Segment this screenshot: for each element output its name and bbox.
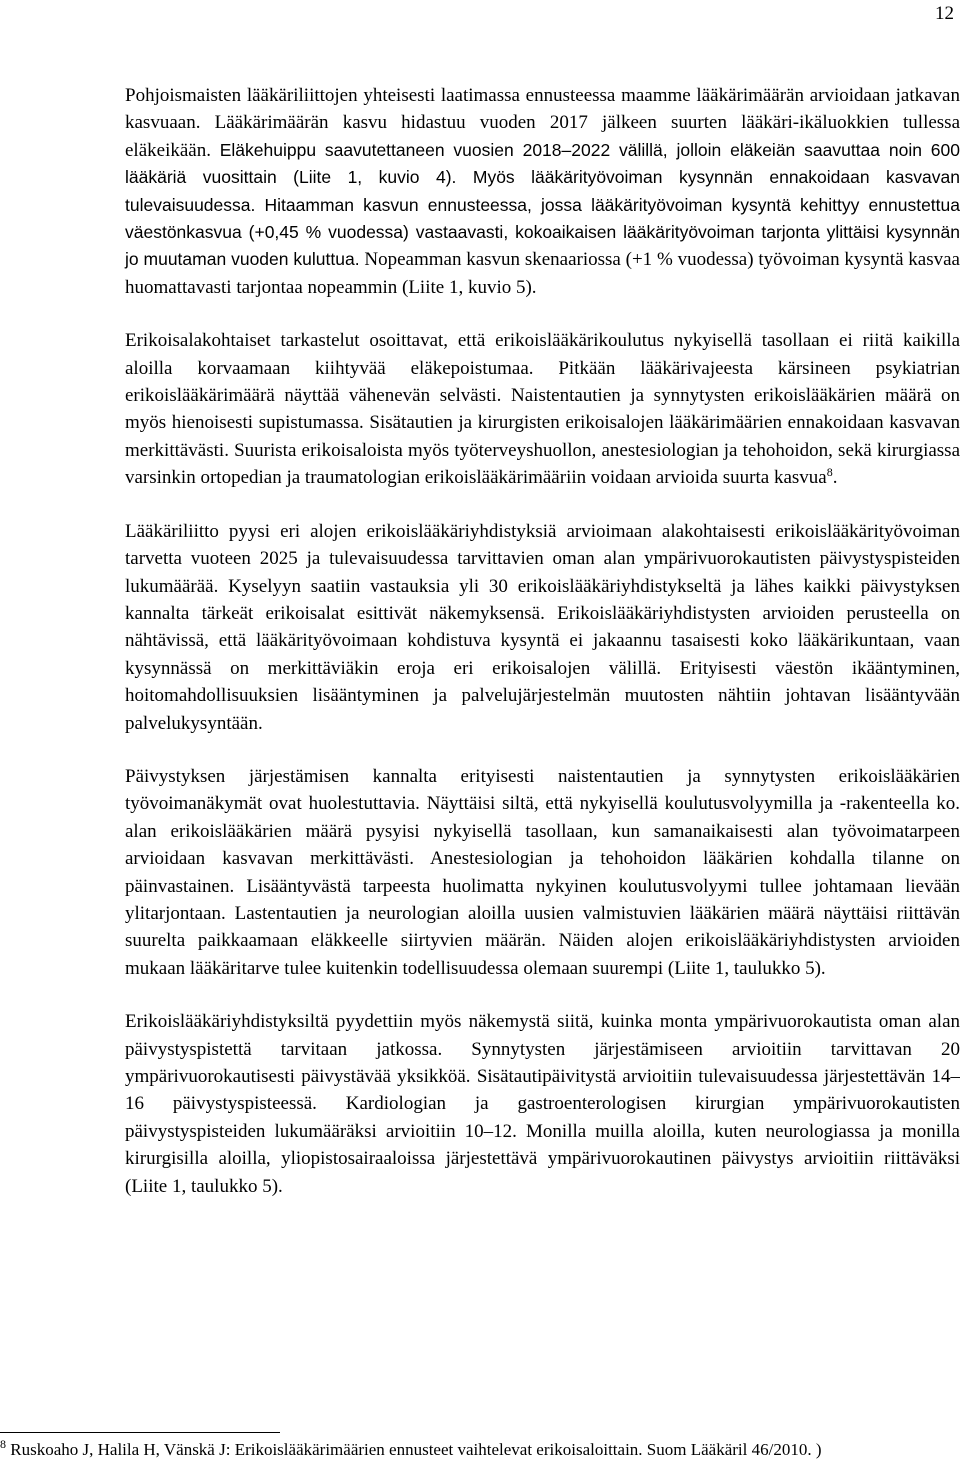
page-number: 12 [935,3,954,24]
paragraph-forecast-part-b: Eläkehuippu saavutettaneen vuosien 2018–2022 välillä, jolloin eläkeiän saavuttaa noin 600 lääkäriä vuosittain (Liite 1, kuvio 4). Myös lääkärityövoiman kysynnän ennakoidaan kasvavan tulevaisuudessa. Hitaamman kasvun ennusteessa, jossa lääkärityövoiman kysyntä kehittyy ennustettua väestönkasvua (+0,45 % vuodessa) vastaavasti, kokoaikaisen lääkärityövoiman tarjonta ylittäisi kysynnän jo muutaman vuoden kuluttua. [125,139,960,270]
paragraph-specialty-review [125,327,960,491]
paragraph-forecast-part-a: Pohjoismaisten lääkäriliittojen yhteisesti laatimassa ennusteessa maamme lääkärimäärän arvioidaan jatkavan kasvuaan. Lääkärimäärän kasvu hidastuu vuoden 2017 jälkeen suurten lääkäri-ikäluokkien tullessa eläkeikään. [125,85,960,161]
paragraph-association-survey: Lääkäriliitto pyysi eri alojen erikoislääkäriyhdistyksiä arvioimaan alakohtaisesti erikoislääkärityövoiman tarvetta vuoteen 2025 ja tulevaisuudessa tarvittavien oman alan ympärivuorokautisten päivystyspisteiden lukumäärää. Kyselyyn saatiin vastauksia yli 30 erikoislääkäriyhdistykseltä ja lähes kaikki päivystyksen kannalta tärkeät erikoisalat esittivät näkemyksensä. Erikoislääkäriyhdistysten arvioiden perusteella on nähtävissä, että lääkärityövoimaan kohdistuva kysyntä ei jakaannu tasaisesti koko lääkärikuntaan, vaan kysynnässä on merkittäviäkin eroja eri erikoisalojen välillä. Erityisesti väestön ikääntyminen, hoitomahdollisuuksien lisääntyminen ja palvelujärjestelmän muutosten nähtiin johtavan lisääntyvään palvelukysyntään. [125,520,960,734]
paragraph-on-call-outlook: Päivystyksen järjestämisen kannalta erityisesti naistentautien ja synnytysten erikoislääkärien työvoimanäkymät ovat huolestuttavia. Näyttäisi siltä, että nykyisellä koulutusvolyymilla ja -rakenteella ko. alan erikoislääkärien määrä pysyisi nykyisellä tasollaan, kun samanaikaisesti alan työvoimatarpeen arvioidaan kasvavan merkittävästi. Anestesiologian ja tehohoidon lääkärien kohdalla tilanne on päinvastainen. Lisääntyvästä tarpeesta huolimatta nykyinen koulutusvolyymi tullee johtamaan lievään ylitarjontaan. Lastentautien ja neurologian aloilla uusien valmistuvien lääkärien määrä näyttäisi riittävän suurelta paikkaamaan eläkkeelle siirtyvien määrän. Näiden alojen erikoislääkäriyhdistysten arvioiden mukaan lääkäritarve tulee kuitenkin todellisuudessa olemaan suurempi (Liite 1, taulukko 5). [125,765,960,979]
footnote-marker: 8 [0,1436,6,1451]
footnote-text: Ruskoaho J, Halila H, Vänskä J: Erikoislääkärimäärien ennusteet vaihtelevat erikoisaloittain. Suom Lääkäril 46/2010. ) [6,1440,822,1459]
footnote [0,1438,960,1462]
paragraph-specialty-review-text: Erikoisalakohtaiset tarkastelut osoittavat, että erikoislääkärikoulutus nykyisellä tasollaan ei riitä kaikilla aloilla korvaamaan kiihtyvää eläkepoistumaa. Pitkään lääkärivajeesta kärsineen psykiatrian erikoislääkärimäärä näyttää vähenevän selvästi. Naistentautien ja synnytysten erikoislääkärien määrä on myös hienoisesti supistumassa. Sisätautien ja kirurgisten erikoisalojen lääkärimäärien ennakoidaan kasvavan merkittävästi. Suurista erikoisaloista myös työterveyshuollon, anestesiologian ja tehohoidon, sekä kirurgiassa varsinkin ortopedian ja traumatologian erikoislääkärimääriin voidaan arvioida suurta kasvua [125,330,960,489]
paragraph-specialty-review-end: . [832,467,838,489]
body-text [125,82,960,1226]
footnote-divider [0,1432,280,1433]
paragraph-forecast-part-c: Nopeamman kasvun skenaariossa (+1 % vuodessa) työvoiman kysyntä kasvaa huomattavasti tarjontaa nopeammin (Liite 1, kuvio 5). [125,249,960,298]
paragraph-forecast [125,82,960,301]
footnote-reference[interactable]: 8 [826,465,833,480]
paragraph-on-call-units: Erikoislääkäriyhdistyksiltä pyydettiin myös näkemystä siitä, kuinka monta ympärivuorokautista oman alan päivystyspistettä tarvitaan jatkossa. Synnytysten järjestämiseen arvioitiin tarvittavan 20 ympärivuorokautisesti päivystävää yksikköä. Sisätautipäivitystä arvioitiin tulevaisuudessa järjestettävän 14–16 päivystyspisteessä. Kardiologian ja gastroenterologisen kirurgian ympärivuorokautisten päivystyspisteiden lukumääräksi arvioitiin 10–12. Monilla muilla aloilla, kuten neurologiassa ja monilla kirurgisilla aloilla, yliopistosairaaloissa järjestettävä ympärivuorokautinen päivystys arvioitiin riittäväksi (Liite 1, taulukko 5). [125,1011,960,1197]
